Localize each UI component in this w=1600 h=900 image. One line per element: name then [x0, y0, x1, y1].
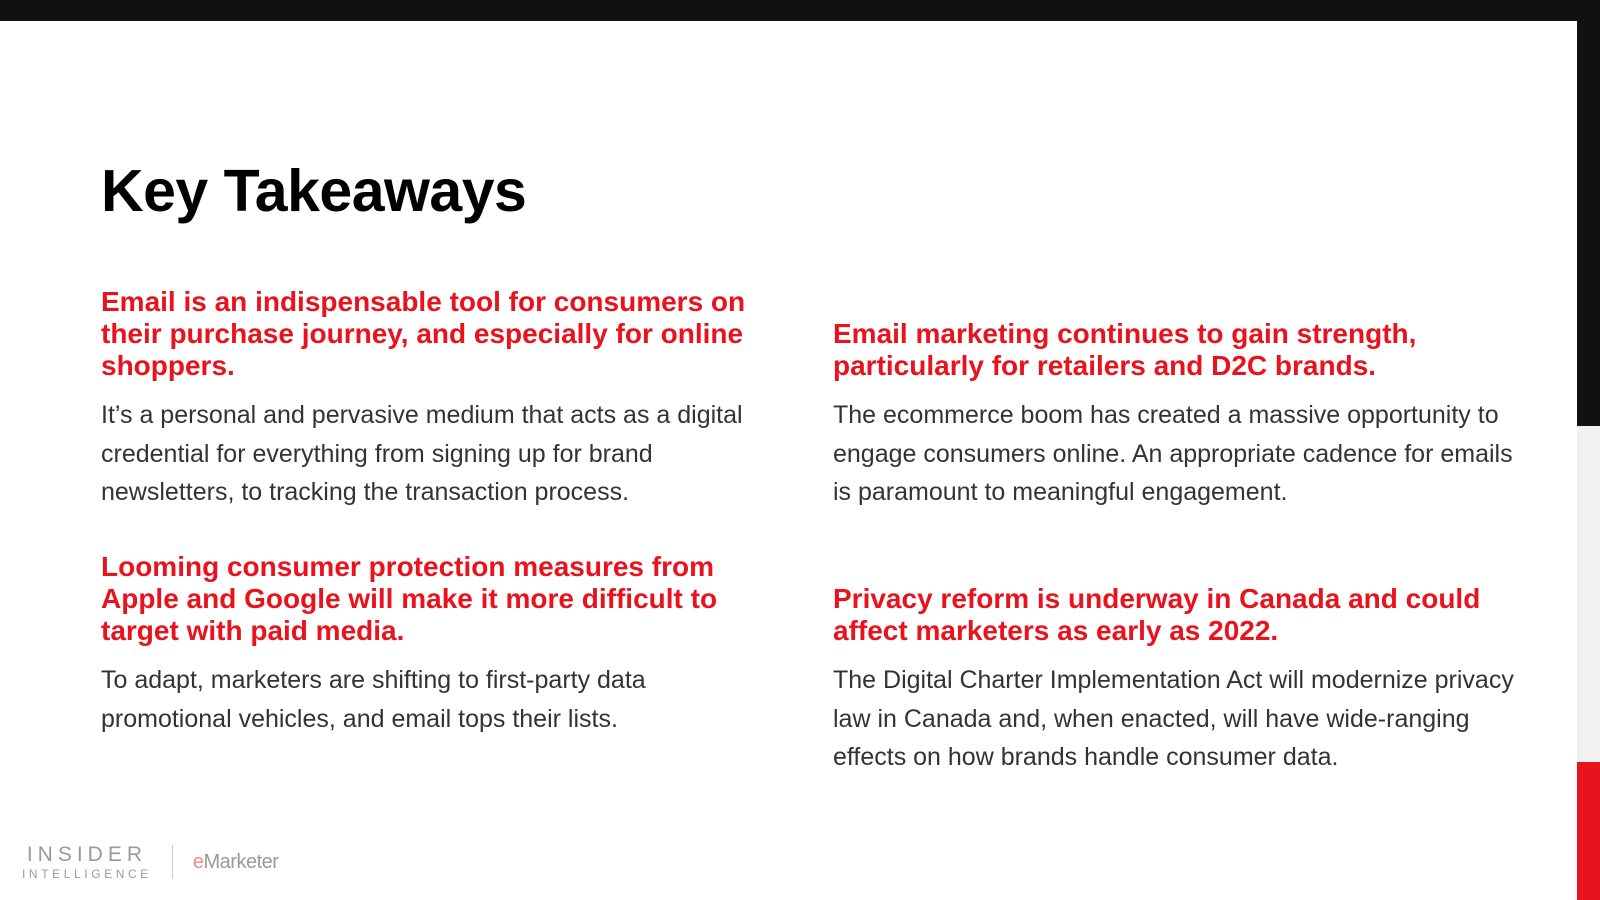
side-accent-red	[1577, 762, 1600, 900]
takeaway-body: The Digital Charter Implementation Act will modernize privacy law in Canada and, when enacted, will have wide-ranging effects on how brands handle consumer data.	[833, 666, 1514, 771]
insider-intelligence-logo	[22, 844, 152, 880]
footer-logos	[22, 844, 278, 880]
side-accent-dark	[1577, 21, 1600, 426]
insider-logo-line2: INTELLIGENCE	[22, 867, 152, 881]
page-title: Key Takeaways	[101, 158, 527, 224]
takeaway-body: To adapt, marketers are shifting to first-party data promotional vehicles, and email tops their lists.	[101, 666, 646, 733]
emarketer-logo-e: e	[192, 850, 204, 873]
takeaway-heading: Email marketing continues to gain strength, particularly for retailers and D2C brands.	[833, 318, 1417, 381]
takeaway-2	[833, 318, 1533, 512]
emarketer-logo-text: Marketer	[203, 850, 279, 873]
top-bar	[0, 0, 1600, 21]
takeaway-body: The ecommerce boom has created a massive opportunity to engage consumers online. An appropriate cadence for emails is paramount to meaningful engagement.	[833, 401, 1513, 506]
takeaway-3	[101, 551, 781, 738]
takeaway-heading: Looming consumer protection measures from Apple and Google will make it more difficult to target with paid media.	[101, 551, 718, 646]
takeaway-4	[833, 583, 1533, 777]
takeaway-body: It’s a personal and pervasive medium that acts as a digital credential for everything from signing up for brand newsletters, to tracking the transaction process.	[101, 401, 743, 506]
emarketer-logo	[193, 851, 279, 874]
takeaway-heading: Privacy reform is underway in Canada and could affect marketers as early as 2022.	[833, 583, 1481, 646]
logo-divider	[172, 845, 173, 879]
side-accent-gray	[1577, 426, 1600, 762]
insider-logo-line1: INSIDER	[26, 843, 148, 866]
takeaway-heading: Email is an indispensable tool for consumers on their purchase journey, and especially for online shoppers.	[101, 286, 746, 381]
takeaway-1	[101, 286, 781, 512]
